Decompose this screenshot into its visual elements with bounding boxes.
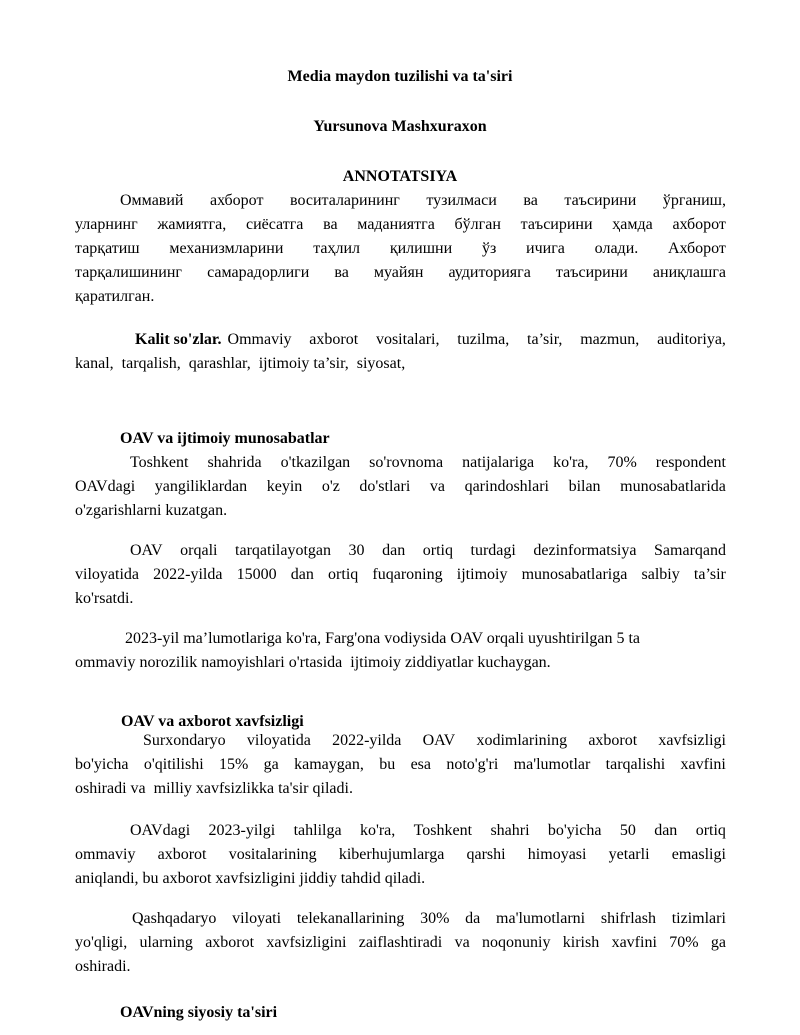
word: tarqalishi: [605, 756, 666, 773]
word: noto'g'ri: [446, 756, 499, 773]
word: ва: [323, 216, 338, 233]
word: shifrlash: [600, 910, 656, 927]
paragraph-line: [75, 753, 726, 777]
word: turdagi: [470, 542, 516, 559]
word: 70%: [607, 454, 637, 471]
word: таъсирини: [564, 192, 637, 209]
section-paragraph: [75, 451, 726, 523]
word: telekanallarining: [296, 910, 405, 927]
word: ga: [710, 934, 726, 951]
word: ҳамда: [612, 216, 653, 233]
word: qarshi: [466, 846, 506, 863]
paragraph-line: aniqlandi, bu axborot xavfsizligini jiddiy tahdid qiladi.: [75, 870, 426, 887]
word: kamaygan,: [294, 756, 364, 773]
word: da: [465, 910, 481, 927]
word: tarqatilayotgan: [235, 542, 331, 559]
word: сиёсатга: [245, 216, 304, 233]
word: munosabatlarida: [620, 478, 726, 495]
word: dan: [382, 542, 406, 559]
word: таҳлил: [313, 240, 361, 257]
word: fuqaroning: [372, 566, 443, 583]
word: қилишни: [389, 240, 453, 257]
word: ва: [334, 264, 349, 281]
word: 30%: [420, 910, 450, 927]
word: himoyasi: [527, 846, 587, 863]
word: bo'yicha: [75, 756, 129, 773]
word: самарадорлиги: [207, 264, 310, 281]
word: o'qitilishi: [143, 756, 204, 773]
word: do'stlari: [359, 478, 411, 495]
keywords-paragraph: [75, 328, 726, 376]
paragraph-line: ommaviy norozilik namoyishlari o'rtasida ijtimoiy ziddiyatlar kuchaygan.: [75, 654, 551, 671]
word: Toshkent: [413, 822, 473, 839]
word: dan: [290, 566, 314, 583]
word: 15000: [236, 566, 277, 583]
word: Surxondaryo: [143, 732, 226, 749]
word: keyin: [266, 478, 303, 495]
word: dan: [654, 822, 678, 839]
word: 50: [619, 822, 636, 839]
word: жамиятга,: [157, 216, 227, 233]
word: тузилмаси: [426, 192, 497, 209]
keywords-line: kanal, tarqalish, qarashlar, ijtimoiy ta’sir, siyosat,: [75, 355, 406, 372]
word: ortiq: [422, 542, 453, 559]
word: zaiflashtiradi: [358, 934, 443, 951]
paragraph-line: [75, 907, 726, 931]
paragraph-line: [75, 819, 726, 843]
word: ta’sir: [693, 566, 726, 583]
word: xavfini: [611, 934, 657, 951]
word: bu: [379, 756, 396, 773]
word: viloyati: [232, 910, 282, 927]
word: Ахборот: [668, 240, 726, 257]
word: ta’sir,: [527, 331, 563, 348]
word: yangiliklardan: [154, 478, 248, 495]
word: уларнинг: [75, 216, 138, 233]
paragraph-line: oshiradi.: [75, 958, 131, 975]
keywords-line: [75, 328, 726, 352]
word: yetarli: [608, 846, 650, 863]
annotation-line: [75, 213, 726, 237]
word: Toshkent: [130, 454, 189, 471]
word: ахборот: [210, 192, 264, 209]
word: ortiq: [328, 566, 359, 583]
word: va: [454, 934, 470, 951]
word: tahlilga: [293, 822, 342, 839]
word: 2022-yilda: [332, 732, 402, 749]
word: бўлган: [454, 216, 501, 233]
word: xodimlarining: [476, 732, 568, 749]
word: tuzilma,: [457, 331, 510, 348]
word: ko'ra,: [359, 822, 396, 839]
word: 2022-yilda: [153, 566, 223, 583]
word: xavfsizligi: [658, 732, 726, 749]
word: OAV: [422, 732, 456, 749]
paragraph-line: 2023-yil ma’lumotlariga ko'ra, Farg'ona vodiysida OAV orqali uyushtirilgan 5 ta: [125, 630, 641, 647]
word: mazmun,: [580, 331, 640, 348]
section-paragraph: [75, 907, 726, 979]
word: shahrida: [207, 454, 262, 471]
paragraph-line: ko'rsatdi.: [75, 590, 134, 607]
word: axborot: [588, 732, 638, 749]
section-heading: OAV va ijtimoiy munosabatlar: [120, 430, 330, 447]
word: yo'qligi,: [75, 934, 128, 951]
word: ortiq: [695, 822, 726, 839]
word: esa: [410, 756, 431, 773]
paragraph-line: oshiradi va milliy xavfsizlikka ta'sir qiladi.: [75, 780, 353, 797]
word: viloyatida: [246, 732, 311, 749]
word: Ommaviy: [227, 331, 292, 348]
word: so'rovnoma: [369, 454, 444, 471]
word: ularning: [139, 934, 193, 951]
word: bilan: [568, 478, 601, 495]
section-paragraph: [75, 729, 726, 801]
annotation-line: қаратилган.: [75, 288, 155, 305]
paragraph-line: [75, 539, 726, 563]
word: ўрганиш,: [662, 192, 726, 209]
document-title: Media maydon tuzilishi va ta'siri: [287, 68, 513, 85]
word: Оммавий: [120, 192, 184, 209]
word: bo'yicha: [547, 822, 602, 839]
word: OAVdagi: [75, 478, 136, 495]
word: respondent: [655, 454, 726, 471]
annotation-line: [75, 261, 726, 285]
word: dezinformatsiya: [533, 542, 637, 559]
word: auditoriya,: [657, 331, 726, 348]
annotation-paragraph: [75, 189, 726, 309]
word: axborot: [157, 846, 207, 863]
section-paragraph: [75, 819, 726, 891]
word: axborot: [309, 331, 359, 348]
paragraph-line: [75, 451, 726, 475]
word: qarindoshlari: [464, 478, 549, 495]
word: 15%: [219, 756, 249, 773]
word: vositalari,: [375, 331, 440, 348]
author-name: Yursunova Mashxuraxon: [313, 118, 487, 135]
word: таъсирини: [520, 216, 593, 233]
word: ma'lumotlar: [513, 756, 591, 773]
word: tizimlari: [671, 910, 726, 927]
section-heading: OAVning siyosiy ta'siri: [120, 1004, 278, 1021]
word: va: [429, 478, 445, 495]
word: ko'ra,: [553, 454, 589, 471]
word: муайян: [373, 264, 424, 281]
word: маданиятга: [357, 216, 435, 233]
paragraph-line: [75, 843, 726, 867]
word: ахборот: [672, 216, 726, 233]
word: ичига: [526, 240, 565, 257]
word: kiberhujumlarga: [338, 846, 445, 863]
section-paragraph: [75, 539, 726, 611]
word: Samarqand: [654, 542, 726, 559]
word: emasligi: [671, 846, 726, 863]
paragraph-line: [75, 931, 726, 955]
annotation-line: [75, 189, 726, 213]
word: shahri: [490, 822, 530, 839]
word: ўз: [481, 240, 497, 257]
word: salbiy: [641, 566, 680, 583]
word: 2023-yilgi: [208, 822, 276, 839]
word: OAV: [130, 542, 163, 559]
keywords-label: Kalit so'zlar.: [135, 331, 222, 348]
word: o'tkazilgan: [280, 454, 351, 471]
annotation-line: [75, 237, 726, 261]
word: 70%: [669, 934, 699, 951]
paragraph-line: [75, 729, 726, 753]
word: o'z: [321, 478, 340, 495]
word: тарқатиш: [75, 240, 140, 257]
word: 30: [348, 542, 365, 559]
word: OAVdagi: [130, 822, 191, 839]
word: олади.: [594, 240, 639, 257]
annotation-heading: ANNOTATSIYA: [342, 168, 458, 185]
word: orqali: [180, 542, 218, 559]
word: ijtimoiy: [456, 566, 508, 583]
word: axborot: [205, 934, 255, 951]
section-heading: OAV va axborot xavfsizligi: [121, 713, 304, 730]
word: аудиторияга: [448, 264, 531, 281]
word: vositalarining: [228, 846, 317, 863]
word: механизмларини: [169, 240, 284, 257]
keywords-text: [228, 328, 726, 352]
word: xavfsizligini: [266, 934, 347, 951]
word: воситаларининг: [290, 192, 400, 209]
word: viloyatida: [75, 566, 139, 583]
word: ga: [263, 756, 279, 773]
word: ommaviy: [75, 846, 136, 863]
word: ma'lumotlarni: [496, 910, 586, 927]
word: munosabatlariga: [521, 566, 628, 583]
word: таъсирини: [555, 264, 628, 281]
word: Qashqadaryo: [132, 910, 217, 927]
word: ва: [523, 192, 538, 209]
paragraph-line: [75, 475, 726, 499]
word: noqonuniy: [482, 934, 551, 951]
paragraph-line: [75, 563, 726, 587]
section-paragraph: [75, 627, 726, 675]
word: xavfini: [680, 756, 726, 773]
word: natijalariga: [462, 454, 535, 471]
word: аниқлашга: [652, 264, 726, 281]
word: тарқалишининг: [75, 264, 182, 281]
word: kirish: [562, 934, 600, 951]
paragraph-line: o'zgarishlarni kuzatgan.: [75, 502, 228, 519]
